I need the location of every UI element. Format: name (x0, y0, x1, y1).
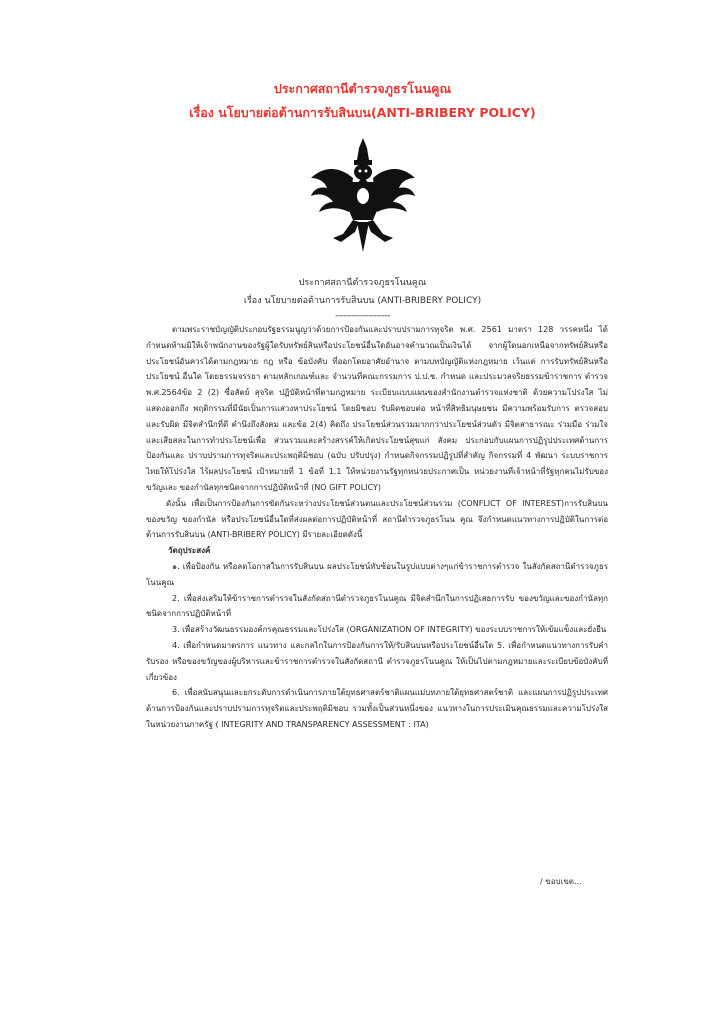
objectives-heading: วัตถุประสงค์ (168, 546, 211, 556)
objective-item: 3. เพื่อสร้างวัฒนธรรมองค์กรคุณธรรมและโปร่งใส (ORGANIZATION OF INTEGRITY) ของระบบราชการให้เข้มแข็งและยั่งยืน (172, 625, 607, 635)
announcement-body (146, 322, 608, 733)
announcement-subject: เรื่อง นโยบายต่อต้านการรับสินบน(ANTI-BRIBERY POLICY) (189, 105, 536, 120)
objective-item: ๑. เพื่อป้องกัน หรือลดโอกาสในการรับสินบน ผลประโยชน์ทับซ้อนในรูปแบบต่างๆแก่ข้าราชการตำรวจ ในสังกัดสถานีตำรวจภูธรโนนคูณ (146, 561, 608, 587)
paragraph-conflict-of-interest: ดังนั้น เพื่อเป็นการป้องกันการขัดกันระหว่างประโยชน์ส่วนตนและประโยชน์ส่วนรวม (CONFLICT OF INTEREST)การรับสินบน ของขวัญ ของกำนัล หรือประโยชน์อื่นใดที่ส่งผลต่อการปฏิบัติหน้าที่ สถานีตำรวจภูธรโนน คูณ จึงกำหนดแนวทางการปฏิบัติในการต่อต้านการรับสินบน (ANTI-BRIBERY POLICY) มีรายละเอียดดังนี้ (146, 498, 608, 540)
objective-item: 4. เพื่อกำหนดมาตรการ แนวทาง และกลไกในการป้องกันการให้/รับสินบนหรือประโยชน์อื่นใด 5. เพื่อกำหนดแนวทางการรับคำรับรอง หรือของขวัญของผู้บริหารและข้าราชการตำรวจในสังกัดสถานี ตำรวจภูธรโนนคูณ ให้เป็นไปตามกฎหมายและระเบียบข้อบังคับที่เกี่ยวข้อง (146, 640, 608, 682)
garuda-emblem-icon (307, 134, 419, 256)
subtitle-office: ประกาศสถานีตำรวจภูธรโนนคูณ (298, 278, 427, 288)
objective-item: 6. เพื่อสนับสนุนและยกระดับการดำเนินการภายใต้ยุทธศาสตร์ชาติแผนแม่บทภายใต้ยุทธศาสตร์ชาติ และแผนการปฏิรูปประเทศด้านการป้องกันและปราบปรามการทุจริตและประพฤติมิชอบ รวมทั้งเป็นส่วนหนึ่งของ แนวทางในการประเมินคุณธรรมและความโปร่งใสในหน่วยงานภาครัฐ ( INTEGRITY AND TRANSPARENCY ASSESSMENT : ITA) (146, 688, 608, 729)
paragraph-legal-basis: ตามพระราชบัญญัติประกอบรัฐธรรมนูญว่าด้วยการป้องกันและปราบปรามการทุจริต พ.ศ. 2561 มาตรา 128 วรรคหนึ่ง ได้กำหนดห้ามมิให้เจ้าพนักงานของรัฐผู้ใดรับทรัพย์สินหรือประโยชน์อื่นใดอันอาจคำนวณเป็นเงินได้ จากผู้ใดนอกเหนือจากทรัพย์สินหรือประโยชน์อันควรได้ตามกฎหมาย กฎ หรือ ข้อบังคับ ที่ออกโดยอาศัยอำนาจ ตามบทบัญญัติแห่งกฎหมาย เว้นแต่ การรับทรัพย์สินหรือประโยชน์ อื่นใด โดยธรรมจรรยา ตามหลักเกณฑ์และ จำนวนที่คณะกรรมการ ป.ป.ช. กำหนด และประมวลจริยธรรมข้าราชการ ตำรวจ พ.ศ.2564ข้อ 2 (2) ซื่อสัตย์ สุจริต ปฏิบัติหน้าที่ตามกฎหมาย ระเบียบแบบแผนของสำนักงานตำรวจแห่งชาติ ด้วยความโปร่งใส ไม่แสดงออกถึง พฤติกรรมที่มีนัยเป็นการแสวงหาประโยชน์ โดยมิชอบ รับผิดชอบต่อ หน้าที่สิทธิมนุษยชน มีความพร้อมรับการ ตรวจสอบและรับผิด มีจิตสำนึกที่ดี คำนึงถึงสังคม และข้อ 2(4) คิดถึง ประโยชน์ส่วนรวมมากกว่าประโยชน์ส่วนตัว มีจิตสาธารณะ ร่วมมือ ร่วมใจ และเสียสละในการทำประโยชน์เพื่อ ส่วนรวมและสร้างสรรค์ให้เกิดประโยชน์สุขแก่ สังคม ประกอบกับแผนการปฏิรูปประเทศด้านการป้องกันและ ปราบปรามการทุจริตและประพฤติมิชอบ (ฉบับ ปรับปรุง) กำหนดกิจกรรมปฏิรูปที่สำคัญ กิจกรรมที่ 4 พัฒนา ระบบราชการไทยให้โปร่งใส ไร้ผลประโยชน์ เป้าหมายที่ 1 ข้อที่ 1.1 ให้หน่วยงานรัฐทุกหน่วยประกาศเป็น หน่วยงานที่เจ้าหน้าที่รัฐทุกคนไม่รับของขวัญและ ของกำนัลทุกชนิดจากการปฏิบัติหน้าที่ (NO GIFT POLICY) (146, 325, 608, 492)
continuation-marker: / ขอบเขต... (540, 877, 582, 886)
announcement-title: ประกาศสถานีตำรวจภูธรโนนคูณ (273, 81, 452, 96)
subtitle-subject: เรื่อง นโยบายต่อต้านการรับสินบน (ANTI-BRIBERY POLICY) (243, 296, 482, 306)
divider-dashes: -------------------- (335, 311, 390, 321)
objective-item: 2. เพื่อส่งเสริมให้ข้าราชการตำรวจในสังกัดสถานีตำรวจภูธรโนนคูณ มีจิตสำนึกในการปฏิเสธการรับ ของขวัญและของกำนัลทุกชนิดจากการปฏิบัติหน้าที่ (146, 593, 608, 619)
